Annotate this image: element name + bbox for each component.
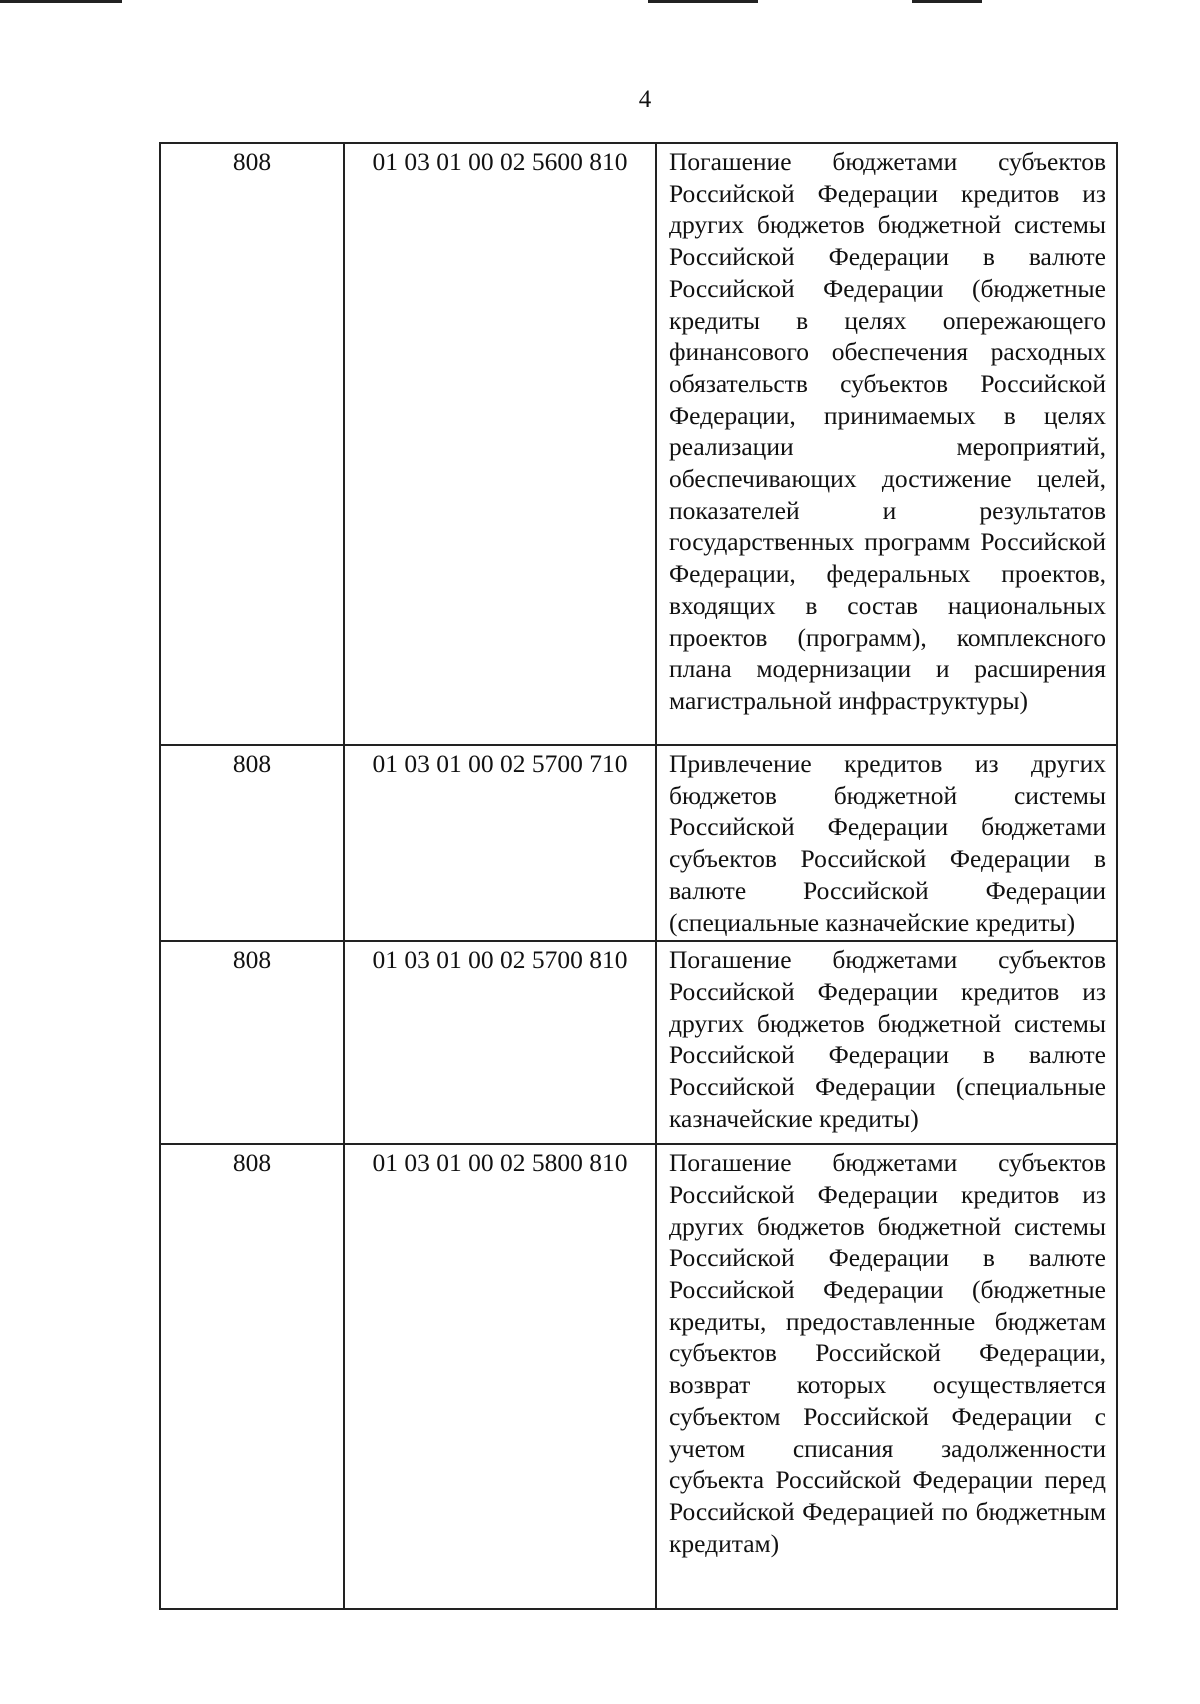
budget-code-cell: 01 03 01 00 02 5800 810 [344,1144,656,1609]
scan-edge-mark-right [912,0,982,3]
admin-code-cell: 808 [160,143,344,745]
budget-code-cell: 01 03 01 00 02 5700 810 [344,941,656,1144]
table-row [160,745,1117,941]
description-cell: Погашение бюджетами субъектов Российской Федерации кредитов из других бюджетов бюджетной системы Российской Федерации в валюте Российской Федерации (бюджетные кредиты в целях опережающего финансового обеспечения расходных обязательств субъектов Российской Федерации, принимаемых в целях реализации мероприятий, обеспечивающих достижение целей, показателей и результатов государственных программ Российской Федерации, федеральных проектов, входящих в состав национальных проектов (программ), комплексного плана модернизации и расширения магистральной инфраструктуры) [656,143,1117,745]
admin-code-cell: 808 [160,1144,344,1609]
table-row [160,941,1117,1144]
table-row [160,1144,1117,1609]
table-row [160,143,1117,745]
page-number: 4 [638,86,652,113]
scan-edge-mark-center [648,0,758,3]
admin-code-cell: 808 [160,941,344,1144]
budget-code-cell: 01 03 01 00 02 5700 710 [344,745,656,941]
budget-code-cell: 01 03 01 00 02 5600 810 [344,143,656,745]
description-cell: Погашение бюджетами субъектов Российской Федерации кредитов из других бюджетов бюджетной системы Российской Федерации в валюте Российской Федерации (бюджетные кредиты, предоставленные бюджетам субъектов Российской Федерации, возврат которых осуществляется субъектом Российской Федерации с учетом списания задолженности субъекта Российской Федерации перед Российской Федерацией по бюджетным кредитам) [656,1144,1117,1609]
description-cell: Погашение бюджетами субъектов Российской Федерации кредитов из других бюджетов бюджетной системы Российской Федерации в валюте Российской Федерации (специальные казначейские кредиты) [656,941,1117,1144]
description-cell: Привлечение кредитов из других бюджетов бюджетной системы Российской Федерации бюджетами субъектов Российской Федерации в валюте Российской Федерации (специальные казначейские кредиты) [656,745,1117,941]
scan-edge-mark-left [0,0,122,3]
budget-classification-table [159,142,1118,1610]
admin-code-cell: 808 [160,745,344,941]
